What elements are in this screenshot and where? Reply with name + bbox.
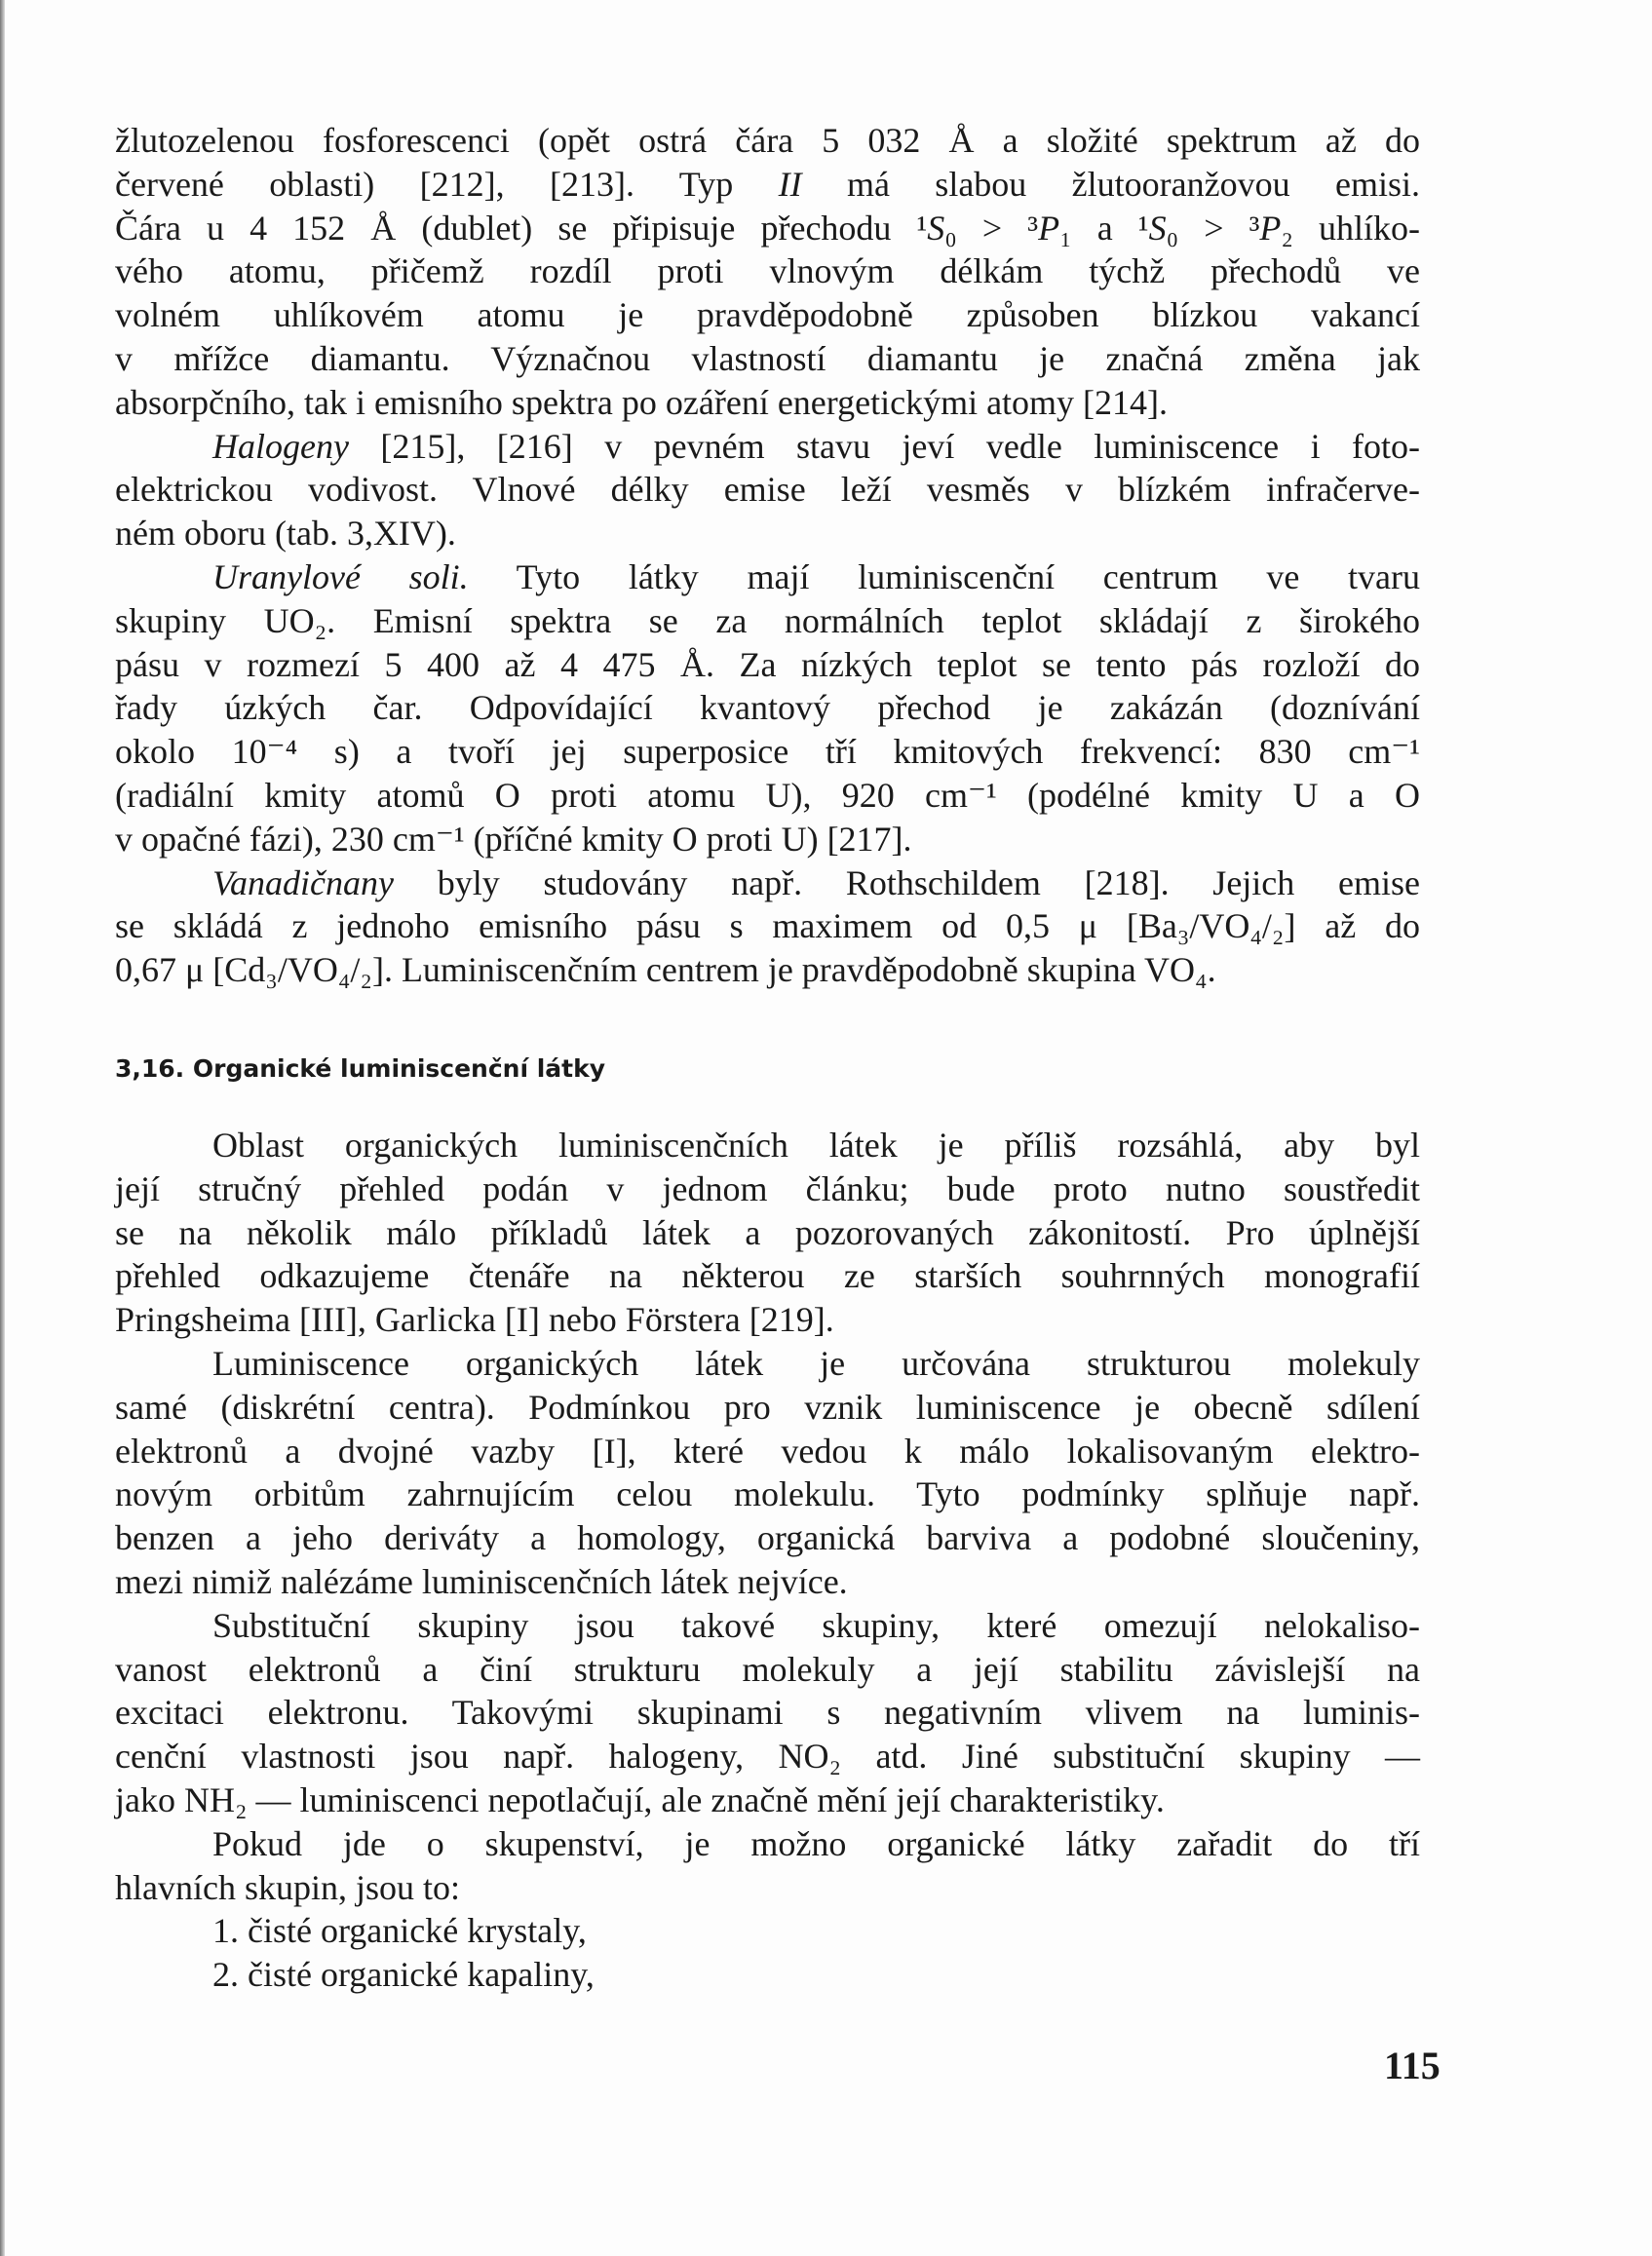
text-run: Luminiscence organických látek je určována strukturou molekuly	[212, 1343, 1420, 1383]
text-run: 0,67 μ [Cd₃/VO₄/₂]. Luminiscenčním centrem je pravděpodobně skupina VO₄.	[115, 950, 1216, 990]
text-line	[115, 1604, 1420, 1648]
text-line	[115, 1167, 1420, 1211]
text-run: [215], [216] v pevném stavu jeví vedle luminiscence i foto-	[348, 426, 1420, 466]
text-run: pásu v rozmezí 5 400 až 4 475 Å. Za nízkých teplot se tento pás rozloží do	[115, 644, 1420, 684]
italic-text: Halogeny	[212, 426, 349, 466]
text-line	[115, 337, 1420, 381]
text-line	[115, 1516, 1420, 1560]
text-run: ₁ a ¹	[1059, 208, 1149, 248]
text-run: samé (diskrétní centra). Podmínkou pro vznik luminiscence je obecně sdílení	[115, 1387, 1420, 1427]
text-line	[115, 1386, 1420, 1430]
text-run: hlavních skupin, jsou to:	[115, 1867, 460, 1907]
text-run: elektronů a dvojné vazby [I], které vedou k málo lokalisovaným elektro-	[115, 1431, 1420, 1471]
text-line	[115, 1560, 1420, 1604]
text-run: vého atomu, přičemž rozdíl proti vlnovým délkám týchž přechodů ve	[115, 251, 1420, 291]
text-run: ném oboru (tab. 3,XIV).	[115, 514, 456, 554]
text-run: v mřížce diamantu. Význačnou vlastností diamantu je značná změna jak	[115, 338, 1420, 378]
text-run: elektrickou vodivost. Vlnové délky emise leží vesměs v blízkém infračerve-	[115, 470, 1420, 510]
text-line	[115, 1735, 1420, 1778]
text-run: absorpčního, tak i emisního spektra po ozáření energetickými atomy [214].	[115, 382, 1169, 422]
text-run: cenční vlastnosti jsou např. halogeny, NO₂ atd. Jiné substituční skupiny —	[115, 1737, 1420, 1777]
paragraph	[115, 1604, 1420, 1822]
scan-page-edge	[0, 0, 5, 2256]
text-line	[115, 818, 1420, 861]
text-run: Čára u 4 152 Å (dublet) se připisuje přechodu ¹	[115, 208, 928, 248]
text-run: v opačné fázi), 230 cm⁻¹ (příčné kmity O proti U) [217].	[115, 819, 912, 859]
text-line	[115, 1648, 1420, 1692]
text-line	[115, 468, 1420, 512]
text-run: (radiální kmity atomů O proti atomu U), 920 cm⁻¹ (podélné kmity U a O	[115, 775, 1420, 815]
text-run: její stručný přehled podán v jednom článku; bude proto nutno soustředit	[115, 1168, 1420, 1208]
list-item: 1. čisté organické krystaly,	[212, 1911, 587, 1951]
text-line	[115, 643, 1420, 687]
italic-text: II	[778, 164, 802, 204]
text-run: skupiny UO₂. Emisní spektra se za normálních teplot skládají z širokého	[115, 600, 1420, 640]
text-line	[115, 1778, 1420, 1822]
text-line	[115, 1822, 1420, 1866]
paragraph	[115, 861, 1420, 992]
text-run: benzen a jeho deriváty a homology, organická barviva a podobné sloučeniny,	[115, 1518, 1420, 1558]
text-line	[115, 249, 1420, 293]
list-item: 2. čisté organické kapaliny,	[212, 1955, 595, 1995]
text-run: Substituční skupiny jsou takové skupiny, které omezují nelokaliso-	[212, 1605, 1420, 1645]
italic-text: Vanadičnany	[212, 862, 394, 902]
section-heading: 3,16. Organické luminiscenční látky	[115, 1054, 606, 1083]
text-run: ₂ uhlíko-	[1281, 208, 1420, 248]
text-line	[115, 861, 1420, 905]
text-run: řady úzkých čar. Odpovídající kvantový přechod je zakázán (doznívání	[115, 688, 1420, 728]
text-line	[115, 1866, 1420, 1910]
text-line	[115, 207, 1420, 250]
paragraph	[115, 1822, 1420, 1910]
text-run: Pringsheima [III], Garlicka [I] nebo Förstera [219].	[115, 1300, 834, 1340]
text-line	[115, 599, 1420, 643]
text-line	[115, 1124, 1420, 1167]
text-line	[115, 555, 1420, 599]
text-run: volném uhlíkovém atomu je pravděpodobně způsoben blízkou vakancí	[115, 295, 1420, 335]
text-line	[115, 1298, 1420, 1342]
text-run: novým orbitům zahrnujícím celou molekulu. Tyto podmínky splňuje např.	[115, 1474, 1420, 1514]
text-line	[115, 425, 1420, 469]
paragraph	[115, 555, 1420, 861]
text-line	[115, 1254, 1420, 1298]
paragraph	[115, 1124, 1420, 1342]
italic-text: S	[1148, 208, 1167, 248]
text-line	[115, 512, 1420, 555]
text-run: Tyto látky mají luminiscenční centrum ve tvaru	[468, 556, 1420, 596]
text-run: má slabou žlutooranžovou emisi.	[801, 164, 1420, 204]
text-line	[115, 904, 1420, 948]
text-line	[115, 730, 1420, 774]
italic-text: S	[927, 208, 945, 248]
text-run: jako NH₂ — luminiscenci nepotlačují, ale značně mění její charakteristiky.	[115, 1779, 1165, 1819]
text-run: vanost elektronů a činí strukturu molekuly a její stabilitu závislejší na	[115, 1649, 1420, 1689]
page-number: 115	[1384, 2044, 1441, 2087]
text-run: přehled odkazujeme čtenáře na některou ze starších souhrnných monografií	[115, 1256, 1420, 1296]
text-line	[115, 948, 1420, 992]
paragraph	[115, 425, 1420, 555]
text-run: ₀ > ³	[1166, 208, 1260, 248]
section-text-block	[115, 1124, 1420, 1997]
text-line	[115, 1472, 1420, 1516]
text-line	[115, 381, 1420, 425]
text-run: Pokud jde o skupenství, je možno organické látky zařadit do tří	[212, 1823, 1420, 1863]
text-line	[115, 1211, 1420, 1255]
top-text-block	[115, 119, 1420, 992]
italic-text: Uranylové soli.	[212, 556, 469, 596]
text-line	[115, 119, 1420, 163]
text-run: žlutozelenou fosforescenci (opět ostrá čára 5 032 Å a složité spektrum až do	[115, 121, 1420, 160]
paragraph	[115, 119, 1420, 425]
text-line	[115, 774, 1420, 818]
paragraph	[115, 1342, 1420, 1604]
text-line	[115, 163, 1420, 207]
text-line	[115, 686, 1420, 730]
text-line	[115, 1691, 1420, 1735]
text-run: se na několik málo příkladů látek a pozorovaných zákonitostí. Pro úplnější	[115, 1212, 1420, 1252]
text-run: mezi nimiž nalézáme luminiscenčních látek nejvíce.	[115, 1561, 848, 1601]
text-run: ₀ > ³	[944, 208, 1039, 248]
text-run: se skládá z jednoho emisního pásu s maximem od 0,5 μ [Ba₃/VO₄/₂] až do	[115, 906, 1420, 946]
text-run: Oblast organických luminiscenčních látek je příliš rozsáhlá, aby byl	[212, 1126, 1420, 1165]
text-run: okolo 10⁻⁴ s) a tvoří jej superposice tří kmitových frekvencí: 830 cm⁻¹	[115, 732, 1420, 772]
text-run: excitaci elektronu. Takovými skupinami s negativním vlivem na luminis-	[115, 1693, 1420, 1733]
italic-text: P	[1259, 208, 1282, 248]
text-line	[115, 1430, 1420, 1473]
text-run: byly studovány např. Rothschildem [218]. Jejich emise	[393, 862, 1420, 902]
italic-text: P	[1038, 208, 1060, 248]
text-line	[115, 1342, 1420, 1386]
text-line	[115, 293, 1420, 337]
text-run: červené oblasti) [212], [213]. Typ	[115, 164, 779, 204]
